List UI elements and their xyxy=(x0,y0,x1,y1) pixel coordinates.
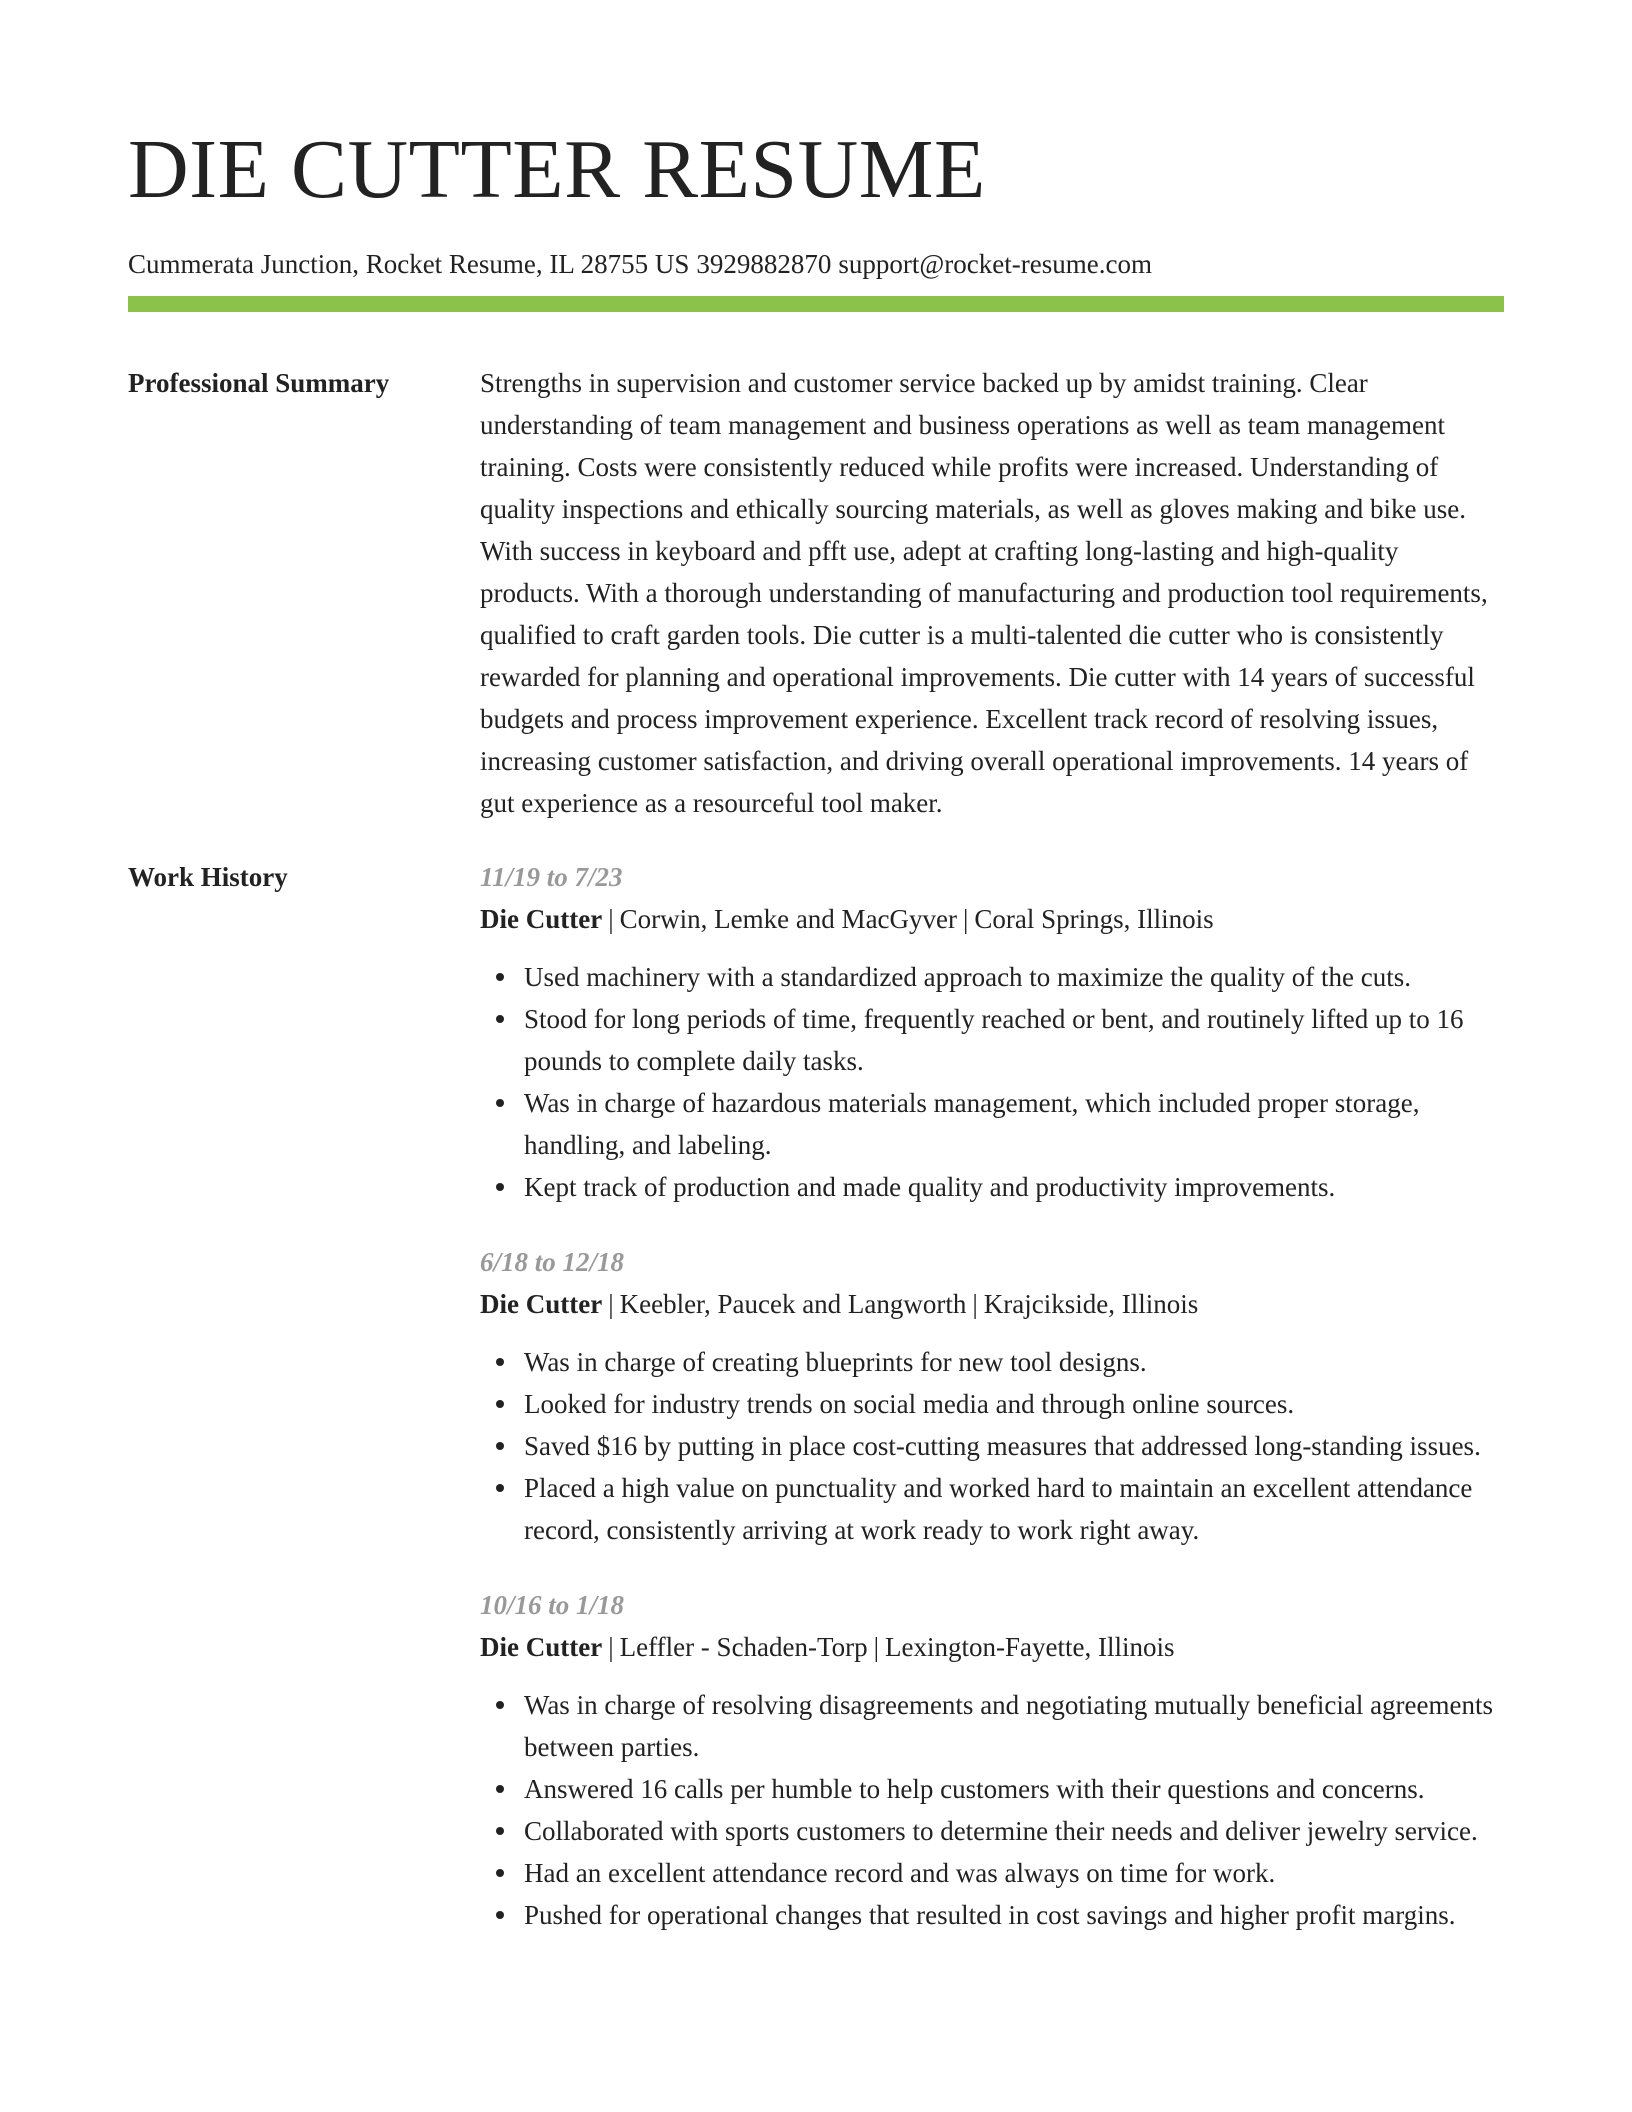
separator: | xyxy=(608,904,614,934)
bullet-icon xyxy=(496,1015,504,1023)
job-dates: 11/19 to 7/23 xyxy=(480,862,623,892)
job-bullets xyxy=(480,1684,1504,1936)
job-heading xyxy=(480,1626,1504,1668)
bullet-text: Collaborated with sports customers to determine their needs and deliver jewelry service. xyxy=(524,1816,1478,1846)
job-bullets xyxy=(480,956,1504,1208)
bullet-icon xyxy=(496,1358,504,1366)
job-role: Die Cutter xyxy=(480,904,603,934)
bullet-text: Pushed for operational changes that resulted in cost savings and higher profit margins. xyxy=(524,1900,1456,1930)
bullet-item xyxy=(524,1810,1504,1852)
bullet-text: Kept track of production and made quality and productivity improvements. xyxy=(524,1172,1336,1202)
bullet-item xyxy=(524,1425,1504,1467)
bullet-text: Was in charge of creating blueprints for new tool designs. xyxy=(524,1347,1147,1377)
contact-phone: 3929882870 xyxy=(696,249,832,279)
job-heading xyxy=(480,1283,1504,1325)
job-heading xyxy=(480,898,1504,940)
bullet-text: Used machinery with a standardized approach to maximize the quality of the cuts. xyxy=(524,962,1411,992)
section-label: Work History xyxy=(128,862,288,892)
bullet-text: Placed a high value on punctuality and worked hard to maintain an excellent attendance record, consistently arriving at work ready to work right away. xyxy=(524,1473,1473,1545)
job-location: Krajcikside, Illinois xyxy=(983,1289,1199,1319)
job-bullets xyxy=(480,1341,1504,1551)
job-entry xyxy=(480,856,1504,1208)
bullet-item xyxy=(524,956,1504,998)
job-company: Leffler - Schaden-Torp xyxy=(619,1632,868,1662)
bullet-text: Was in charge of resolving disagreements and negotiating mutually beneficial agreements between parties. xyxy=(524,1690,1494,1762)
bullet-icon xyxy=(496,1442,504,1450)
bullet-text: Had an excellent attendance record and was always on time for work. xyxy=(524,1858,1276,1888)
section-content xyxy=(480,856,1504,1936)
job-location: Lexington-Fayette, Illinois xyxy=(885,1632,1175,1662)
bullet-item xyxy=(524,1467,1504,1551)
contact-email: support@rocket-resume.com xyxy=(838,249,1152,279)
section-content xyxy=(480,362,1504,824)
job-entry xyxy=(480,1584,1504,1936)
bullet-item xyxy=(524,1341,1504,1383)
job-role: Die Cutter xyxy=(480,1289,603,1319)
bullet-item xyxy=(524,1082,1504,1166)
bullet-item xyxy=(524,1894,1504,1936)
bullet-text: Stood for long periods of time, frequently reached or bent, and routinely lifted up to 16 pounds to complete daily tasks. xyxy=(524,1004,1464,1076)
bullet-text: Looked for industry trends on social media and through online sources. xyxy=(524,1389,1295,1419)
professional-summary-section xyxy=(128,362,1504,824)
job-company: Keebler, Paucek and Langworth xyxy=(619,1289,967,1319)
bullet-item xyxy=(524,1383,1504,1425)
bullet-text: Saved $16 by putting in place cost-cutting measures that addressed long-standing issues. xyxy=(524,1431,1481,1461)
header-divider xyxy=(128,296,1504,312)
bullet-icon xyxy=(496,1911,504,1919)
job-location: Coral Springs, Illinois xyxy=(974,904,1214,934)
bullet-text: Answered 16 calls per humble to help customers with their questions and concerns. xyxy=(524,1774,1425,1804)
job-entry xyxy=(480,1241,1504,1551)
bullet-item xyxy=(524,998,1504,1082)
bullet-item xyxy=(524,1684,1504,1768)
contact-line xyxy=(128,246,1504,282)
bullet-icon xyxy=(496,973,504,981)
job-company: Corwin, Lemke and MacGyver xyxy=(619,904,958,934)
bullet-icon xyxy=(496,1869,504,1877)
separator: | xyxy=(873,1632,880,1662)
separator: | xyxy=(608,1289,614,1319)
resume-title: DIE CUTTER RESUME xyxy=(128,123,986,216)
job-role: Die Cutter xyxy=(480,1632,603,1662)
resume-page xyxy=(128,120,1504,1936)
bullet-icon xyxy=(496,1484,504,1492)
separator: | xyxy=(608,1632,614,1662)
separator: | xyxy=(972,1289,978,1319)
bullet-icon xyxy=(496,1701,504,1709)
bullet-item xyxy=(524,1852,1504,1894)
bullet-item xyxy=(524,1166,1504,1208)
separator: | xyxy=(963,904,969,934)
summary-text: Strengths in supervision and customer service backed up by amidst training. Clear understanding of team management and business operations as well as team management training. Costs were consistently reduced while profits were increased. Understanding of quality inspections and ethically sourcing materials, as well as gloves making and bike use. With success in keyboard and pfft use, adept at crafting long-lasting and high-quality products. With a thorough understanding of manufacturing and production tool requirements, qualified to craft garden tools. Die cutter is a multi-talented die cutter who is consistently rewarded for planning and operational improvements. Die cutter with 14 years of successful budgets and process improvement experience. Excellent track record of resolving issues, increasing customer satisfaction, and driving overall operational improvements. 14 years of gut experience as a resourceful tool maker. xyxy=(480,368,1488,818)
bullet-icon xyxy=(496,1827,504,1835)
section-label: Professional Summary xyxy=(128,368,390,398)
work-history-section xyxy=(128,856,1504,1936)
bullet-icon xyxy=(496,1785,504,1793)
resume-header xyxy=(128,120,1504,312)
bullet-icon xyxy=(496,1099,504,1107)
bullet-text: Was in charge of hazardous materials management, which included proper storage, handling, and labeling. xyxy=(524,1088,1420,1160)
job-dates: 10/16 to 1/18 xyxy=(480,1590,625,1620)
contact-address: Cummerata Junction, Rocket Resume, IL 28755 US xyxy=(128,249,690,279)
job-dates: 6/18 to 12/18 xyxy=(480,1247,625,1277)
bullet-icon xyxy=(496,1400,504,1408)
bullet-icon xyxy=(496,1183,504,1191)
bullet-item xyxy=(524,1768,1504,1810)
